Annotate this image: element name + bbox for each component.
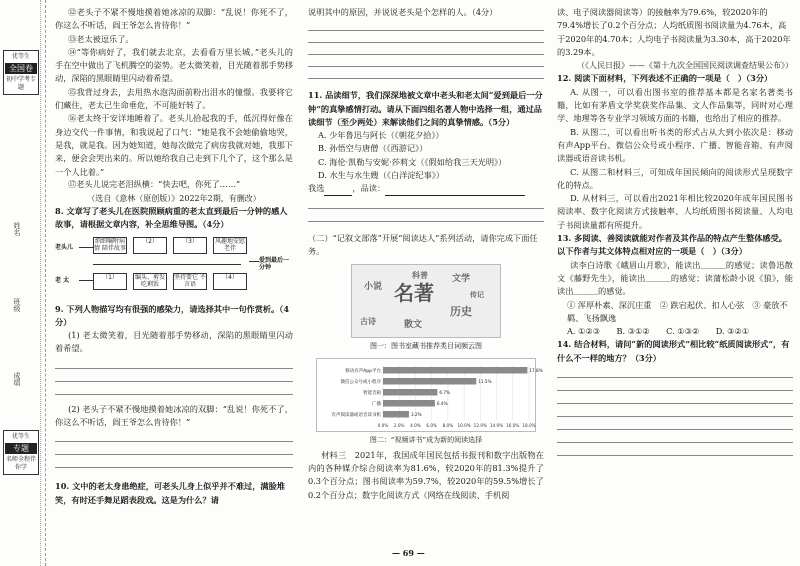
column-right <box>557 6 793 456</box>
column-middle <box>308 6 544 502</box>
answer-line[interactable] <box>557 429 793 430</box>
column-left <box>55 6 293 507</box>
mind-map-arrow <box>249 261 259 262</box>
question-12-c: C. 从图二和材料三，可知成年国民倾向的阅读形式呈现数字化的特点。 <box>557 166 793 190</box>
chart-category-label: 智能音箱 <box>363 390 381 396</box>
paragraph-16: ⑯老太终于安详地睡着了。老头儿拾起我的手，低沉得好像在身边交代一件事情，和我说起了口气：“她是我不会她偷偷地哭，是我，就是我。因为她知道，她每次做完了病房我就对她，我那下来，便会会哭出来的。所以她给我自己走到下几个了，这个那么是一个人比着。” <box>55 113 293 177</box>
chart-tick-label: 14.0% <box>489 422 504 428</box>
series-badge <box>3 50 39 95</box>
option-b: B. 孙悟空与唐僧（《西游记》） <box>318 143 428 154</box>
question-8: 8. 文章写了老头儿在医院照顾病重的老太直到最后一分钟的感人故事，请根据文章内容，补全思维导图。（4分） <box>55 205 288 230</box>
answer-line[interactable] <box>55 454 293 455</box>
answer-line[interactable] <box>55 441 293 442</box>
question-13-body: 读李白诗歌《峨眉山月歌》，能读出＿＿＿的感觉；读鲁迅散文《藤野先生》，能读出＿＿＿的感觉；读蒲松龄小说《狼》，能读出＿＿＿的感觉。 <box>557 259 793 297</box>
mind-map-box-top-1: 细细嘱咐病情 陪伴故事 <box>94 237 126 252</box>
chart-category-label: 移动有声App平台 <box>345 368 381 374</box>
paragraph-14: ⑭“等你病好了，我们就去北京，去看看万里长城。”老头儿的手在空中做出了飞机腾空的姿势。老太微笑着，目光随着那手势移动，深陷的黑眼睛里闪动着希望。 <box>55 46 293 84</box>
question-12: 12. 阅读下面材料，下列表述不正确的一项是（ ）（3分） <box>557 73 773 84</box>
chart-category-label: 有声阅读器或语音读书机 <box>331 412 381 418</box>
material-3-source: （《人民日报》——《第十九次全国国民阅读调查结果公布》） <box>577 61 793 71</box>
question-13: 13. 多阅读、善阅读就能对作者及其作品的特点产生整体感受。以下作者与其文体特点相对应的一项是（ ）（3分） <box>557 233 787 257</box>
answer-line[interactable] <box>308 78 544 79</box>
answer-line[interactable] <box>308 221 544 222</box>
mind-map-connector <box>79 247 93 248</box>
material-3: 材料三 2021年，我国成年国民包括书报刊和数字出版物在内的各种媒介综合阅读率为81.6%，较2020年的81.3%提升了0.3个百分点；图书阅读率为59.7%，较2020年的59.5%增长了0.2个百分点；数字化阅读方式（网络在线阅读、手机阅 <box>308 449 544 500</box>
badge2-title: 专题 <box>5 443 37 454</box>
paragraph-15: ⑮我背过身去，去用热水泡沟面前粉出泪水的憧憬。我要将它们藏住，老太已生命垂危，不可能好转了。 <box>55 86 293 111</box>
question-13-items: ① 浑厚朴素、深沉庄重 ② 跌宕起伏、扣人心弦 ③ 豪放不羁、飞扬飘逸 <box>567 299 788 323</box>
question-9: 9. 下列人物描写均有很强的感染力，请选择其中一句作赏析。（4分） <box>55 303 290 327</box>
mind-map-old-man: 老头儿 <box>55 243 74 251</box>
chart-tick-label: 8.0% <box>442 422 454 428</box>
mind-map-timeline <box>93 264 241 265</box>
figure-2-caption: 图二：“视频讲书”成为新的阅读选择 <box>369 435 483 444</box>
series-badge-2 <box>3 430 39 475</box>
chart-category-label: 广播 <box>372 401 381 407</box>
section-2-intro: （二）“记叙文部落”开展“阅读达人”系列活动，请你完成下面任务。 <box>308 232 538 256</box>
chart-tick-label: 4.0% <box>410 422 421 428</box>
answer-line[interactable] <box>308 66 544 67</box>
answer-line[interactable] <box>55 368 293 369</box>
chart-tick-label: 2.0% <box>393 422 405 428</box>
chart-tick-label: 6.0% <box>426 422 437 428</box>
word-cloud-term: 历史 <box>450 305 472 319</box>
answer-line[interactable] <box>557 442 793 443</box>
answer-line[interactable] <box>55 394 293 395</box>
answer-line[interactable] <box>308 208 544 209</box>
answer-line[interactable] <box>55 467 293 468</box>
chart-bar <box>383 367 527 374</box>
word-cloud-term: 文学 <box>452 274 471 285</box>
answer-line[interactable] <box>557 416 793 417</box>
answer-line[interactable] <box>557 377 793 378</box>
word-cloud-term: 古诗 <box>360 317 376 327</box>
mind-map-box-bottom-2: 编头、剪发 吃剩饭 <box>134 273 165 288</box>
badge-bottom: 初中学考专题 <box>5 76 36 91</box>
binding-strip <box>0 0 46 566</box>
question-11: 11. 品读细节，我们深深地被文章中老头和老太间“爱到最后一分钟”的真挚感情打动。请从下面四组名著人物中选择一组，通过品读细节（至少两处）来解读他们之间的真挚情感。（5分） <box>308 90 543 127</box>
chart-tick-label: 16.0% <box>506 422 520 428</box>
answer-line[interactable] <box>557 455 793 456</box>
article-source: （选自《意林（原创版）》2022年2期，有删改） <box>87 193 261 203</box>
option-d: D. 水生与水生嫂（《白洋淀纪事》） <box>318 170 445 181</box>
question-10-continued: 说明其中的原因，并说说老头是个怎样的人。（4分） <box>308 7 498 17</box>
mind-map-box-top-2[interactable]: （2） <box>133 237 167 254</box>
mind-map-box-bottom-1[interactable]: （1） <box>93 273 127 290</box>
word-cloud-term: 名著 <box>394 281 434 306</box>
chart-value-label: 17.8% <box>529 367 543 373</box>
answer-line[interactable] <box>557 390 793 391</box>
word-cloud-term: 散文 <box>404 320 423 331</box>
question-14: 14. 结合材料，请问“新的阅读形式”相比较“纸质阅读形式”，有什么不一样的地方？（3分） <box>557 339 790 363</box>
badge2-bottom: 名师全程伴你学 <box>5 456 36 471</box>
mind-map-old-woman: 老 太 <box>55 276 70 284</box>
option-c: C. 海伦·凯勒与安妮·莎莉文（《假如给我三天光明》） <box>318 156 507 167</box>
answer-line[interactable] <box>55 381 293 382</box>
option-a: A. 少年鲁迅与阿长（《朝花夕拾》） <box>318 130 444 141</box>
chart-bar <box>383 400 435 407</box>
choice-blank[interactable] <box>324 187 352 196</box>
badge-top: 优等生 <box>11 53 30 60</box>
chart-bar <box>383 411 409 418</box>
question-12-a: A. 从图一，可以看出图书室的推荐基本都是名家名著类书籍，比如有茅盾文学奖获奖作品集、文人作品集等，同时对心理学、地理等各专业学习领域方面的书籍，也给出了相应的推荐。 <box>557 86 793 124</box>
badge-title: 全国卷 <box>5 63 37 74</box>
word-cloud-term: 科普 <box>412 271 428 281</box>
reason-label: ，品读： <box>352 183 386 194</box>
paragraph-12: ⑫老头子不紧不慢地摸着她冰凉的双脚：“乱说！你死不了，你这么不听话，阎王爷怎么肯待你！” <box>55 7 293 31</box>
score-label: 成绩 <box>13 372 21 386</box>
chart-bar <box>383 378 476 385</box>
chart-value-label: 11.5% <box>478 378 492 384</box>
question-13-options: A. ①②③ B. ③①② C. ①③② D. ③②① <box>567 326 750 337</box>
question-9-2: (2) 老头子不紧不慢地摸着她冰凉的双脚：“乱说！你死不了，你这么不听话，阎王爷怎么肯待你！” <box>55 403 293 428</box>
class-label: 班级 <box>13 298 21 312</box>
name-label: 姓名 <box>13 222 21 236</box>
answer-line[interactable] <box>557 403 793 404</box>
bar-chart-svg <box>317 359 543 433</box>
answer-line[interactable] <box>308 54 544 55</box>
mind-map-box-bottom-4[interactable]: （4） <box>213 273 247 290</box>
mind-map-box-top-3[interactable]: （3） <box>173 237 207 254</box>
chart-value-label: 3.2% <box>410 411 422 417</box>
chart-tick-label: 0.0% <box>377 422 389 428</box>
question-9-1: (1) 老太微笑着，目光随着那手势移动，深陷的黑眼睛里闪动着希望。 <box>55 330 293 354</box>
chart-bar <box>383 389 437 396</box>
figure-1-caption: 图一：图书室藏书推荐类目词频云图 <box>370 342 482 351</box>
choice-row <box>308 182 544 195</box>
answer-line[interactable] <box>308 42 544 43</box>
reason-blank[interactable] <box>385 187 525 196</box>
mind-map <box>55 235 293 299</box>
badge2-top: 优等生 <box>11 433 30 440</box>
answer-line[interactable] <box>308 30 544 31</box>
cut-line <box>40 0 41 566</box>
chart-value-label: 6.7% <box>439 389 450 395</box>
mind-map-box-top-4: 风趣地安慰老伴 <box>214 237 245 252</box>
word-cloud-term: 小说 <box>364 282 383 293</box>
question-12-b: B. 从图二，可以看出听书类的形式占从大到小依次是：移动有声App平台、微信公众号或小程序、广播、智能音箱、有声阅读器或语音读书机。 <box>557 126 793 164</box>
choose-label: 我选 <box>308 183 325 194</box>
mind-map-box-bottom-3: 坚持要它 不言语 <box>174 273 206 288</box>
paragraph-13: ⑬老太被逗乐了。 <box>68 33 134 44</box>
question-12-d: D. 从材料三，可以看出2021年相比较2020年成年国民图书阅读率、数字化阅读方式接触率、人均纸质图书阅读量、人均电子书阅读量都有所提升。 <box>557 193 793 230</box>
bar-chart <box>316 358 543 432</box>
word-cloud-term: 传记 <box>470 291 484 300</box>
chart-tick-label: 12.0% <box>473 422 487 428</box>
chart-tick-label: 10.0% <box>457 422 471 428</box>
paragraph-17: ⑰老头儿说完老泪纵横：“快去吧，你死了……” <box>68 179 241 190</box>
mind-map-result: 爱到最后一分钟 <box>259 256 290 271</box>
chart-category-label: 微信公众号或小程序 <box>340 379 381 385</box>
chart-value-label: 6.4% <box>436 400 448 406</box>
question-10: 10. 文中的老太身患绝症，可老头儿身上似乎并不难过，满脸堆笑，有时还手舞足蹈表段戏。这是为什么？请 <box>55 481 285 505</box>
chart-tick-label: 18.0% <box>522 422 536 428</box>
mind-map-connector <box>79 280 93 281</box>
page-number: — 69 — <box>392 548 425 558</box>
word-cloud <box>351 264 501 338</box>
material-3-continued: 读、电子阅读器阅读等）的接触率为79.6%，较2020年的79.4%增长了0.2个百分点；人均纸质图书阅读量为4.76本，高于2020年的4.70本；人均电子书阅读量为3.30本，高于2020年的3.29本。 <box>557 7 791 57</box>
